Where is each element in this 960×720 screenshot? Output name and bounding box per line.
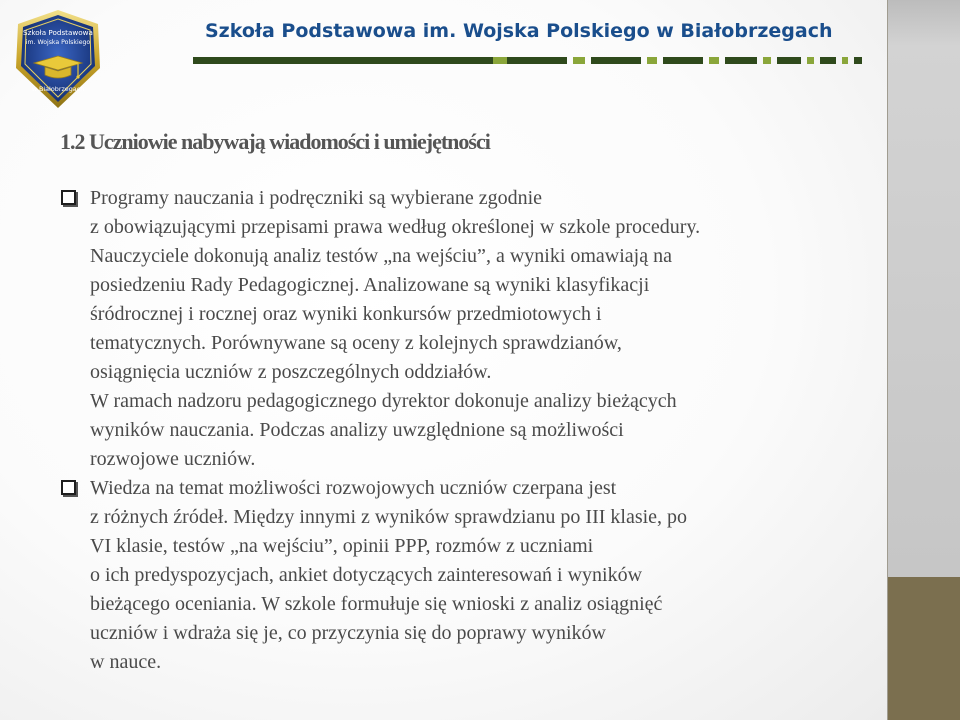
slide-title: 1.2 Uczniowie nabywają wiadomości i umiejętności	[60, 129, 490, 154]
school-name-header: Szkoła Podstawowa im. Wojska Polskiego w Białobrzegach	[205, 20, 833, 42]
bullet-1-line-5: śródrocznej i rocznej oraz wyniki konkursów przedmiotowych i	[90, 303, 602, 325]
square-bullet-icon	[61, 190, 76, 205]
bullet-1-line-7: osiągnięcia uczniów z poszczególnych oddziałów.	[90, 361, 492, 383]
bullet-2-line-1: Wiedza na temat możliwości rozwojowych uczniów czerpana jest	[90, 477, 617, 499]
logo-text-line1: Szkoła Podstawowa	[23, 28, 93, 37]
side-divider	[887, 0, 888, 720]
bullet-2-line-5: bieżącego oceniania. W szkole formułuje się wnioski z analiz osiągnięć	[90, 593, 663, 615]
school-logo	[12, 8, 104, 110]
header-stripe	[193, 57, 867, 64]
bullet-1-line-3: Nauczyciele dokonują analiz testów „na wejściu”, a wyniki omawiają na	[90, 245, 672, 267]
bullet-2-line-6: uczniów i wdraża się je, co przyczynia się do poprawy wyników	[90, 622, 606, 644]
bullet-list	[60, 184, 860, 677]
bullet-2-line-3: VI klasie, testów „na wejściu”, opinii PPP, rozmów z uczniami	[90, 535, 594, 557]
logo-text-line3: w Białobrzegach	[31, 85, 85, 93]
logo-text-line2: im. Wojska Polskiego	[25, 39, 91, 46]
square-bullet-icon	[61, 480, 76, 495]
bullet-1-line-6: tematycznych. Porównywane są oceny z kolejnych sprawdzianów,	[90, 332, 622, 354]
bullet-item-1	[60, 184, 860, 474]
side-bar-lower	[887, 577, 960, 720]
bullet-1-line-9: wyników nauczania. Podczas analizy uwzględnione są możliwości	[90, 419, 624, 441]
bullet-2-line-2: z różnych źródeł. Między innymi z wyników sprawdzianu po III klasie, po	[90, 506, 688, 528]
bullet-1-line-1: Programy nauczania i podręczniki są wybierane zgodnie	[90, 187, 543, 209]
bullet-1-line-10: rozwojowe uczniów.	[90, 448, 256, 470]
bullet-item-2	[60, 474, 860, 677]
bullet-1-line-2: z obowiązującymi przepisami prawa według określonej w szkole procedury.	[90, 216, 701, 238]
side-bar-upper	[887, 0, 960, 577]
bullet-2-line-7: w nauce.	[90, 651, 162, 673]
bullet-2-line-4: o ich predyspozycjach, ankiet dotyczących zainteresowań i wyników	[90, 564, 643, 586]
bullet-1-line-8: W ramach nadzoru pedagogicznego dyrektor dokonuje analizy bieżących	[90, 390, 677, 412]
bullet-1-line-4: posiedzeniu Rady Pedagogicznej. Analizowane są wyniki klasyfikacji	[90, 274, 650, 296]
